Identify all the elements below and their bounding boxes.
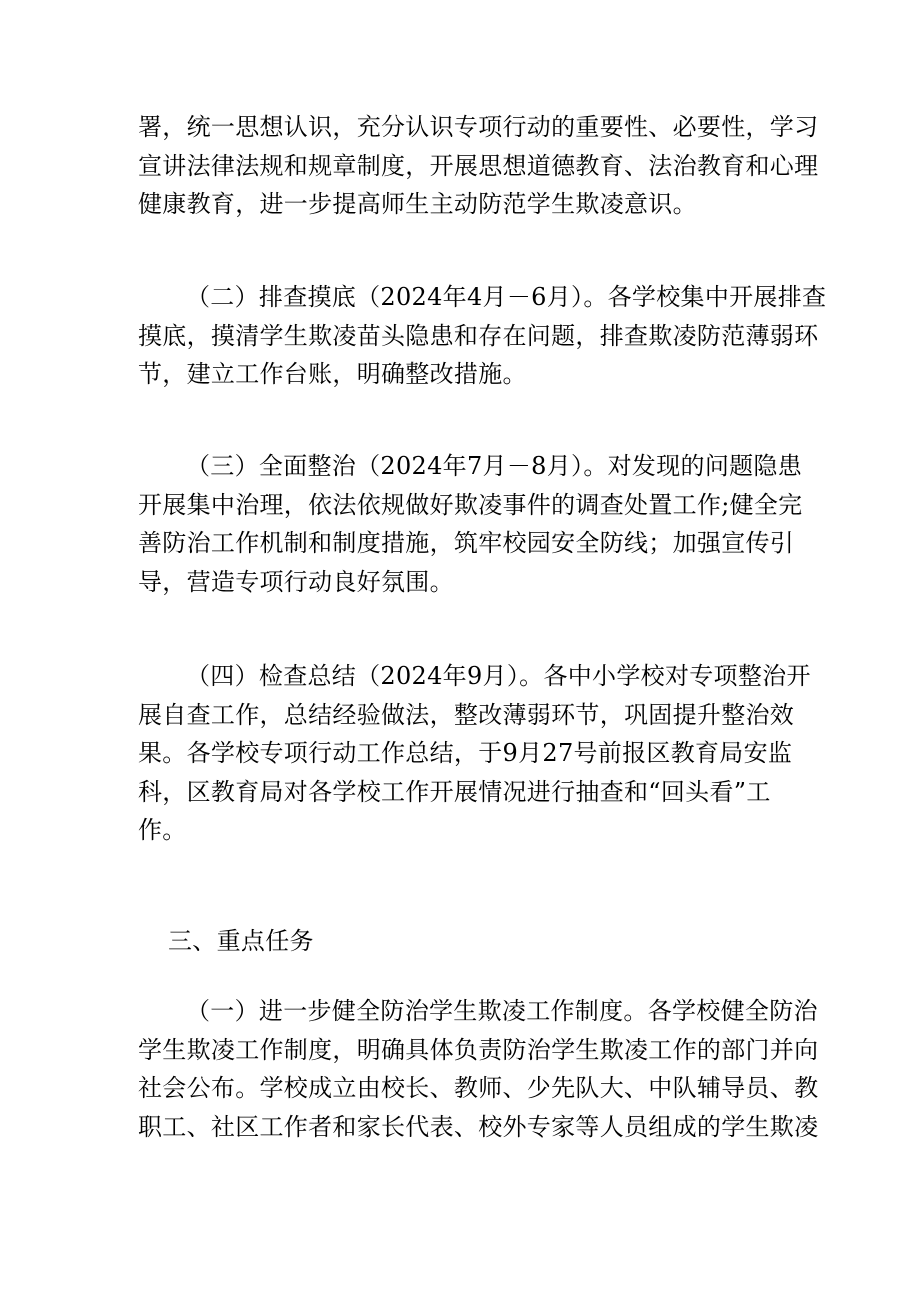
text-line: 果。各学校专项行动工作总结，于9月27号前报区教育局安监 (138, 739, 793, 767)
text-line: 导，营造专项行动良好氛围。 (138, 567, 454, 596)
paragraph-task-1 (138, 992, 819, 1146)
text-line: 健康教育，进一步提高师生主动防范学生欺凌意识。 (138, 190, 697, 218)
text-line: 善防治工作机制和制度措施，筑牢校园安全防线；加强宣传引 (138, 529, 795, 557)
text-line: （三）全面整治（2024年7月－8月）。对发现的问题隐患 (186, 452, 803, 480)
paragraph-stage-3 (138, 447, 803, 601)
text-line: 摸底，摸清学生欺凌苗头隐患和存在问题，排查欺凌防范薄弱环 (138, 321, 819, 350)
text-line: （二）排查摸底（2024年4月－6月）。各学校集中开展排查 (186, 283, 827, 311)
text-line: 署，统一思想认识，充分认识专项行动的重要性、必要性，学习 (138, 113, 819, 141)
text-line: 学生欺凌工作制度，明确具体负责防治学生欺凌工作的部门并向 (138, 1035, 819, 1064)
paragraph-stage-4 (138, 657, 811, 850)
text-line: （四）检查总结（2024年9月）。各中小学校对专项整治开 (186, 662, 811, 690)
text-line: 科，区教育局对各学校工作开展情况进行抽查和“回头看”工 (138, 777, 771, 806)
section-heading-key-tasks (138, 922, 788, 961)
text-line: 节，建立工作台账，明确整改措施。 (138, 360, 527, 388)
text-line: 宣讲法律法规和规章制度，开展思想道德教育、法治教育和心理 (138, 151, 819, 180)
paragraph-continuation (138, 108, 819, 224)
text-line: 社会公布。学校成立由校长、教师、少先队大、中队辅导员、教 (138, 1074, 819, 1102)
text-line: 作。 (138, 816, 187, 844)
heading-text: 三、重点任务 (168, 927, 314, 955)
text-line: 展自查工作，总结经验做法，整改薄弱环节，巩固提升整治效 (138, 700, 795, 729)
text-line: 职工、社区工作者和家长代表、校外专家等人员组成的学生欺凌 (138, 1112, 819, 1141)
paragraph-stage-2 (138, 278, 827, 394)
text-line: 开展集中治理，依法依规做好欺凌事件的调查处置工作;健全完 (138, 490, 803, 519)
text-line: （一）进一步健全防治学生欺凌工作制度。各学校健全防治 (186, 997, 818, 1025)
